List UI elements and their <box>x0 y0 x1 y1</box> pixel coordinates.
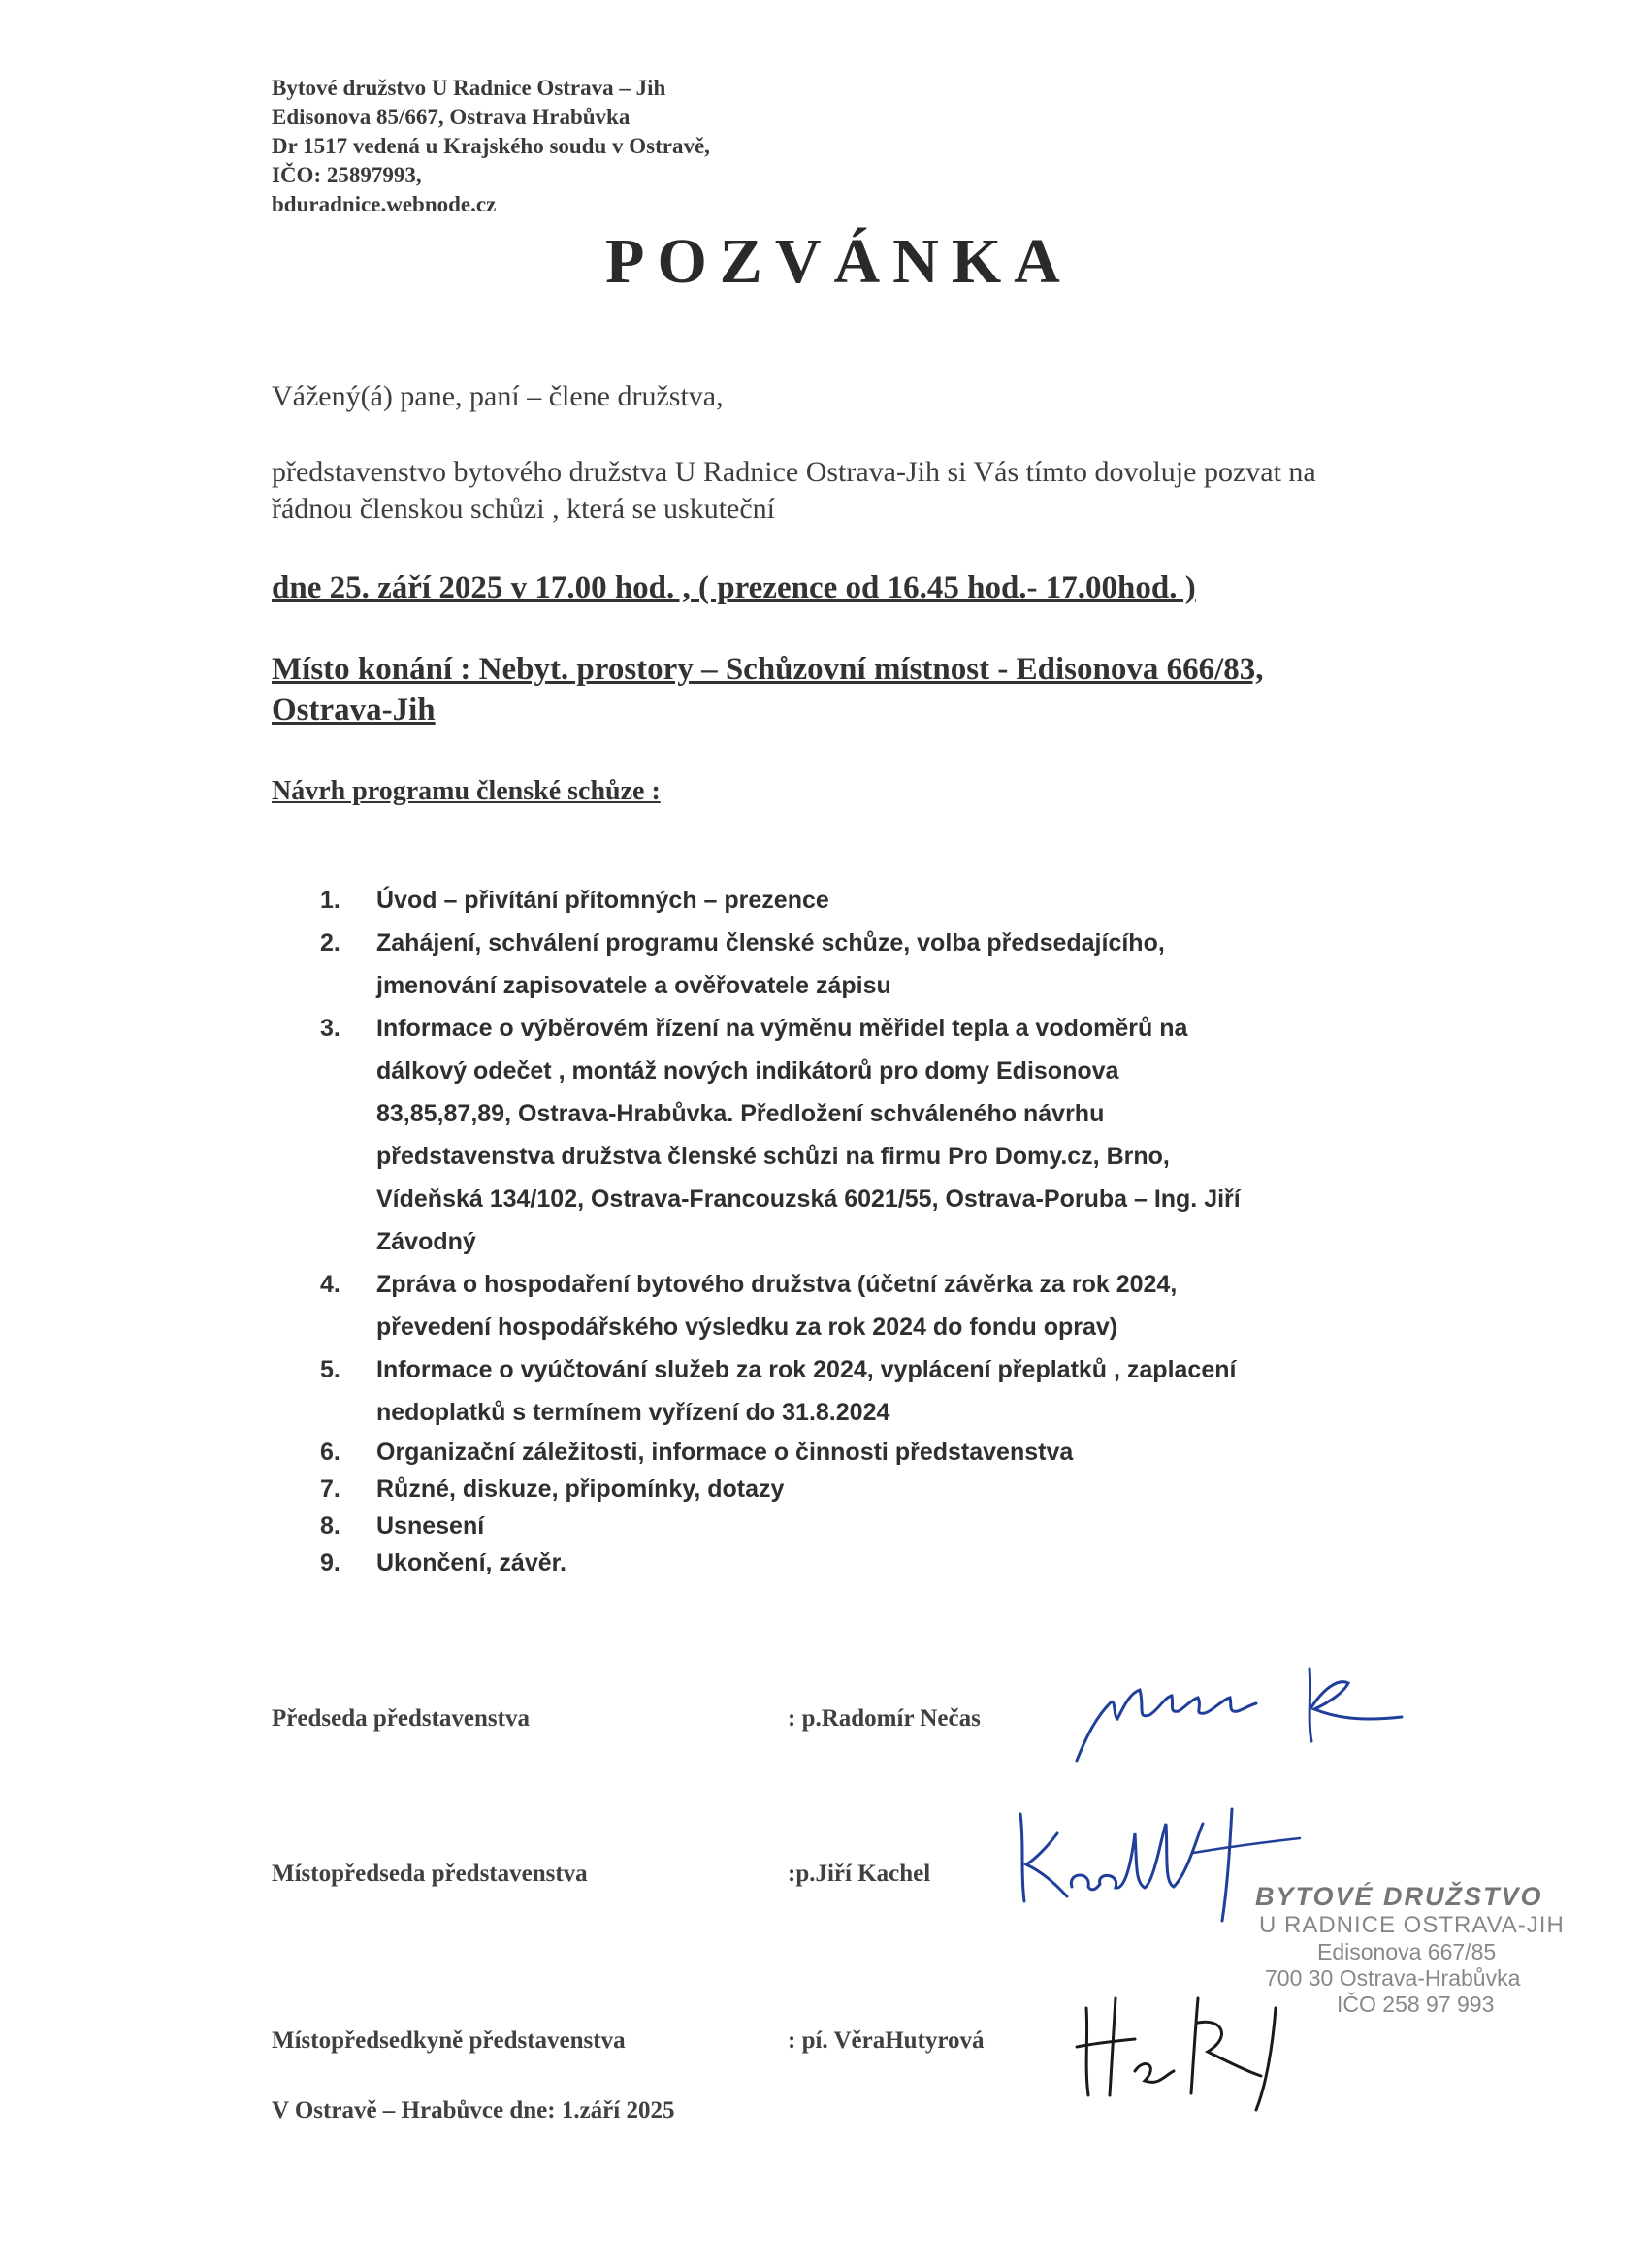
greeting: Vážený(á) pane, paní – člene družstva, <box>272 380 724 412</box>
stamp-line-3: Edisonova 667/85 <box>1317 1939 1497 1964</box>
agenda-number: 9. <box>320 1549 340 1576</box>
agenda-text: Informace o výběrovém řízení na výměnu měřidel tepla a vodoměrů na <box>376 1015 1188 1042</box>
agenda-number: 4. <box>320 1271 340 1298</box>
chairman-role: Předseda představenstva <box>272 1705 530 1732</box>
intro-line-2: řádnou členskou schůzi , která se uskuteční <box>272 493 776 525</box>
agenda-text: Úvod – přivítání přítomných – prezence <box>376 887 829 914</box>
agenda-text: představenstva družstva členské schůzi na firmu Pro Domy.cz, Brno, <box>376 1143 1170 1170</box>
agenda-number: 8. <box>320 1512 340 1539</box>
chairman-name: : p.Radomír Nečas <box>788 1705 981 1732</box>
place-and-date: V Ostravě – Hrabůvce dne: 1.září 2025 <box>272 2097 675 2123</box>
organization-stamp <box>1249 1882 1637 2018</box>
vice-chairwoman-name: : pí. VěraHutyrová <box>788 2027 985 2054</box>
stamp-line-4: 700 30 Ostrava-Hrabůvka <box>1265 1965 1521 1991</box>
vice-chairwoman-role: Místopředsedkyně představenstva <box>272 2027 626 2054</box>
agenda-text: Různé, diskuze, připomínky, dotazy <box>376 1475 785 1503</box>
agenda-text: nedoplatků s termínem vyřízení do 31.8.2024 <box>376 1399 890 1426</box>
agenda-number: 2. <box>320 929 340 956</box>
agenda-text: převedení hospodářského výsledku za rok 2024 do fondu oprav) <box>376 1313 1118 1341</box>
letterhead-address: Edisonova 85/667, Ostrava Hrabůvka <box>272 105 630 129</box>
agenda-item <box>320 1471 1513 1507</box>
stamp-line-5: IČO 258 97 993 <box>1337 1992 1495 2017</box>
chairman-signature <box>1057 1649 1445 1766</box>
agenda-text: Usnesení <box>376 1512 485 1539</box>
agenda-text: Ukončení, závěr. <box>376 1549 566 1576</box>
agenda-item <box>320 1263 1513 1348</box>
intro-line-1: představenstvo bytového družstva U Radnice Ostrava-Jih si Vás tímto dovoluje pozvat na <box>272 456 1316 488</box>
agenda-number: 1. <box>320 887 340 914</box>
stamp-line-1: BYTOVÉ DRUŽSTVO <box>1255 1882 1543 1911</box>
agenda-item <box>320 1507 1513 1544</box>
agenda-text: Zahájení, schválení programu členské schůze, volba předsedajícího, <box>376 929 1165 956</box>
agenda-text: jmenování zapisovatele a ověřovatele zápisu <box>376 972 891 999</box>
agenda-item <box>320 879 1513 922</box>
vice-chairman-role: Místopředseda představenstva <box>272 1861 588 1887</box>
agenda-text: Organizační záležitosti, informace o činnosti představenstva <box>376 1439 1074 1466</box>
document-title: POZVÁNKA <box>605 226 1073 297</box>
agenda-text: Závodný <box>376 1228 476 1255</box>
letterhead-website: bduradnice.webnode.cz <box>272 192 497 216</box>
letterhead-registration: Dr 1517 vedená u Krajského soudu v Ostravě, <box>272 134 710 158</box>
stamp-line-2: U RADNICE OSTRAVA-JIH <box>1259 1912 1565 1938</box>
agenda-text: Vídeňská 134/102, Ostrava-Francouzská 6021/55, Ostrava-Poruba – Ing. Jiří <box>376 1185 1241 1213</box>
agenda-list <box>320 879 1513 1581</box>
agenda-text: dálkový odečet , montáž nových indikátorů pro domy Edisonova <box>376 1057 1119 1085</box>
agenda-text: 83,85,87,89, Ostrava-Hrabůvka. Předložení schváleného návrhu <box>376 1100 1105 1127</box>
meeting-place-line-1: Místo konání : Nebyt. prostory – Schůzovní místnost - Edisonova 666/83, <box>272 652 1264 687</box>
letterhead-ico: IČO: 25897993, <box>272 163 422 187</box>
agenda-number: 7. <box>320 1475 340 1503</box>
agenda-number: 3. <box>320 1015 340 1042</box>
vice-chairman-name: :p.Jiří Kachel <box>788 1861 931 1887</box>
agenda-item <box>320 922 1513 1007</box>
agenda-text: Informace o vyúčtování služeb za rok 2024, vyplácení přeplatků , zaplacení <box>376 1356 1237 1383</box>
agenda-number: 5. <box>320 1356 340 1383</box>
agenda-text: Zpráva o hospodaření bytového družstva (účetní závěrka za rok 2024, <box>376 1271 1178 1298</box>
agenda-item <box>320 1348 1513 1434</box>
agenda-number: 6. <box>320 1439 340 1466</box>
meeting-date: dne 25. září 2025 v 17.00 hod. , ( prezence od 16.45 hod.- 17.00hod. ) <box>272 570 1196 605</box>
agenda-item <box>320 1544 1513 1581</box>
meeting-place-line-2: Ostrava-Jih <box>272 693 436 728</box>
letterhead <box>272 74 710 219</box>
agenda-item <box>320 1007 1513 1263</box>
letterhead-org-name: Bytové družstvo U Radnice Ostrava – Jih <box>272 76 666 100</box>
program-heading: Návrh programu členské schůze : <box>272 776 661 806</box>
agenda-item <box>320 1434 1513 1471</box>
